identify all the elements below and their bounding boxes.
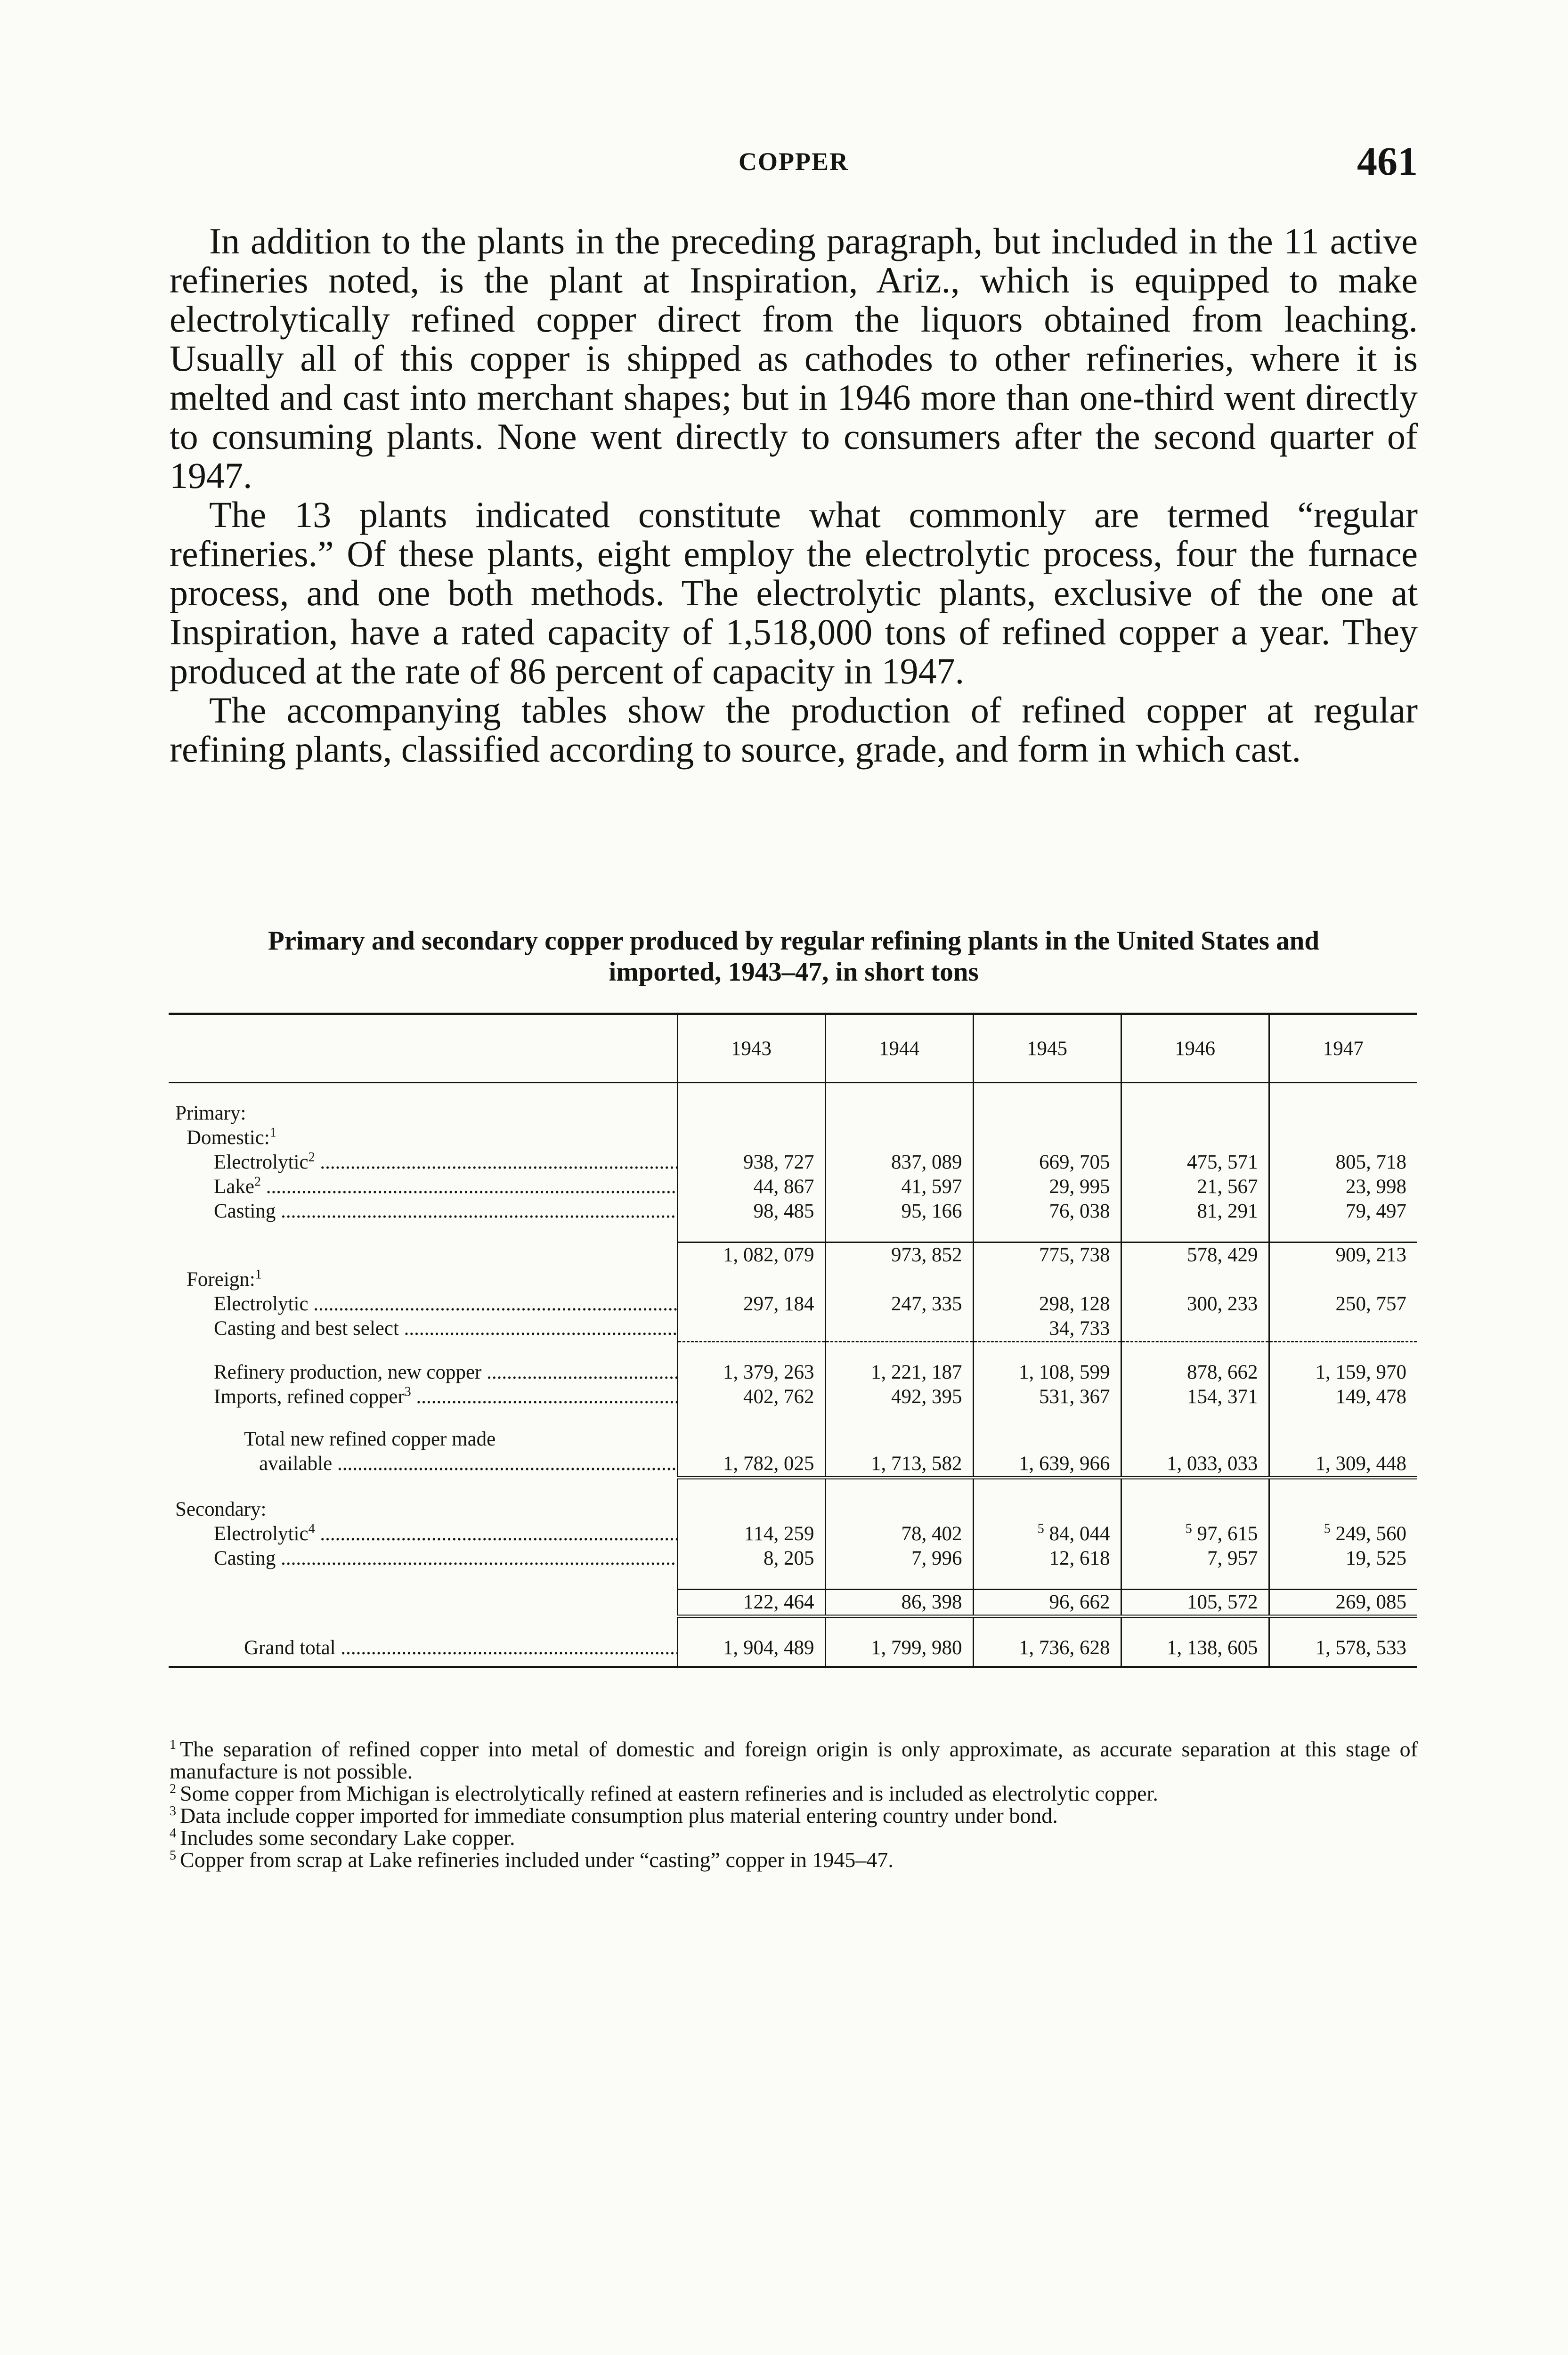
year-header: 1944 [825, 1014, 973, 1083]
table-cell: 669, 705 [973, 1150, 1121, 1175]
total-row [169, 1452, 1417, 1478]
table-row [169, 1546, 1417, 1571]
footnotes [170, 1738, 1418, 1871]
table-cell: 578, 429 [1121, 1242, 1269, 1268]
footnote: $^1$ The separation of refined copper into metal of domestic and foreign origin is only approximate, as accurate separation at this stage of manufacture is not possible. [170, 1737, 1418, 1783]
row-label: Refinery production, new copper ..... [169, 1360, 677, 1385]
table-cell: 154, 371 [1121, 1385, 1269, 1409]
header-label-cell [169, 1014, 677, 1083]
table-cell: 21, 567 [1121, 1175, 1269, 1199]
table-cell: 149, 478 [1269, 1385, 1417, 1409]
table-row [169, 1150, 1417, 1175]
table-cell: 938, 727 [677, 1150, 825, 1175]
table-row [169, 1522, 1417, 1546]
table-cell: 76, 038 [973, 1199, 1121, 1224]
table-cell: 475, 571 [1121, 1150, 1269, 1175]
table-cell: 1, 782, 025 [677, 1452, 825, 1478]
footnote: $^4$ Includes some secondary Lake copper. [170, 1826, 515, 1850]
footnote-mark: 3 [404, 1385, 411, 1399]
table-cell: 1, 138, 605 [1121, 1636, 1269, 1667]
footnote-mark: 2 [254, 1175, 261, 1189]
year-header: 1947 [1269, 1014, 1417, 1083]
subtotal-row [169, 1590, 1417, 1616]
table-row [169, 1385, 1417, 1409]
body-text [170, 221, 1418, 769]
copper-production-table [169, 1013, 1417, 1719]
table-row [169, 1199, 1417, 1224]
table-cell: 1, 713, 582 [825, 1452, 973, 1478]
paragraph: The accompanying tables show the production of refined copper at regular refining plants, classified according to source, grade, and form in which cast. [170, 690, 1418, 770]
row-label: Grand total ..... [169, 1636, 677, 1667]
row-label: Imports, refined copper$^3$ ..... [169, 1385, 677, 1409]
table-cell: 1, 082, 079 [677, 1242, 825, 1268]
table-cell: 1, 108, 599 [973, 1360, 1121, 1385]
footnote: $^5$ Copper from scrap at Lake refineries included under “casting” copper in 1945–47. [170, 1848, 894, 1872]
table-row [169, 1316, 1417, 1342]
footnote-mark: 1 [255, 1267, 262, 1282]
row-label: Casting and best select ..... [169, 1316, 677, 1342]
row-label: Foreign:$^1$ [187, 1267, 262, 1291]
table-cell: 1, 309, 448 [1269, 1452, 1417, 1478]
table-cell: 531, 367 [973, 1385, 1121, 1409]
table-cell: 41, 597 [825, 1175, 973, 1199]
table-cell: 114, 259 [677, 1522, 825, 1546]
table-cell: 29, 995 [973, 1175, 1121, 1199]
table-cell: 805, 718 [1269, 1150, 1417, 1175]
row-label: available ..... [169, 1452, 677, 1478]
footnote: $^2$ Some copper from Michigan is electrolytically refined at eastern refineries and is included as electrolytic copper. [170, 1781, 1158, 1805]
footnote: $^3$ Data include copper imported for immediate consumption plus material entering country under bond. [170, 1803, 1058, 1827]
year-header: 1945 [973, 1014, 1121, 1083]
table-cell: 19, 525 [1269, 1546, 1417, 1571]
table-cell: 1, 033, 033 [1121, 1452, 1269, 1478]
table-cell: 7, 957 [1121, 1546, 1269, 1571]
table-cell: 300, 233 [1121, 1292, 1269, 1316]
table-cell: 1, 578, 533 [1269, 1636, 1417, 1667]
table-row [169, 1175, 1417, 1199]
table-cell [1121, 1316, 1269, 1342]
table-cell: 1, 904, 489 [677, 1636, 825, 1667]
paragraph: The 13 plants indicated constitute what commonly are termed “regular refineries.” Of these plants, eight employ the electrolytic process, four the furnace process, and one both methods. The electrolytic plants, exclusive of the one at Inspiration, have a rated capacity of 1,518,000 tons of refined copper a year. They produced at the rate of 86 percent of capacity in 1947. [170, 494, 1418, 691]
table-cell: 8, 205 [677, 1546, 825, 1571]
table-cell: 1, 379, 263 [677, 1360, 825, 1385]
table-cell: 1, 639, 966 [973, 1452, 1121, 1478]
table-cell: 79, 497 [1269, 1199, 1417, 1224]
table-cell: 1, 736, 628 [973, 1636, 1121, 1667]
table-cell [1269, 1316, 1417, 1342]
table-row [169, 1497, 1417, 1522]
table-cell: 81, 291 [1121, 1199, 1269, 1224]
row-label: Electrolytic ..... [169, 1292, 677, 1316]
table-cell: 837, 089 [825, 1150, 973, 1175]
table-row [169, 1360, 1417, 1385]
table-cell: 44, 867 [677, 1175, 825, 1199]
table-cell: 909, 213 [1269, 1242, 1417, 1268]
table-cell: $^5$ 97, 615 [1121, 1522, 1269, 1546]
table-cell: 105, 572 [1121, 1590, 1269, 1616]
table-cell: 775, 738 [973, 1242, 1121, 1268]
table-cell: 95, 166 [825, 1199, 973, 1224]
running-head: COPPER [739, 147, 849, 176]
table-cell: 86, 398 [825, 1590, 973, 1616]
table-cell: 1, 799, 980 [825, 1636, 973, 1667]
table-header-row [169, 1014, 1417, 1083]
table-row [169, 1427, 1417, 1452]
year-header: 1943 [677, 1014, 825, 1083]
table-cell: 96, 662 [973, 1590, 1121, 1616]
table-row [169, 1267, 1417, 1292]
row-label: Electrolytic$^2$ ..... [169, 1150, 677, 1175]
grand-total-row [169, 1636, 1417, 1667]
table-cell: 7, 996 [825, 1546, 973, 1571]
table-cell: 1, 221, 187 [825, 1360, 973, 1385]
table-cell: $^5$ 84, 044 [973, 1522, 1121, 1546]
table-cell: 34, 733 [973, 1316, 1121, 1342]
table-cell: 1, 159, 970 [1269, 1360, 1417, 1385]
table-cell: 492, 395 [825, 1385, 973, 1409]
row-label: Secondary: [175, 1498, 267, 1520]
table-cell: 973, 852 [825, 1242, 973, 1268]
row-label: Electrolytic$^4$ ..... [169, 1522, 677, 1546]
year-header: 1946 [1121, 1014, 1269, 1083]
footnote-mark: 1 [269, 1126, 276, 1140]
subtotal-row [169, 1242, 1417, 1268]
row-label: Total new refined copper made [244, 1428, 496, 1450]
table-cell: 122, 464 [677, 1590, 825, 1616]
table-cell: 269, 085 [1269, 1590, 1417, 1616]
row-label: Domestic:$^1$ [187, 1126, 276, 1149]
table-cell [825, 1316, 973, 1342]
table-cell: $^5$ 249, 560 [1269, 1522, 1417, 1546]
row-label: Primary: [175, 1102, 246, 1124]
table-cell: 250, 757 [1269, 1292, 1417, 1316]
table-cell: 298, 128 [973, 1292, 1121, 1316]
table-cell: 12, 618 [973, 1546, 1121, 1571]
table-cell: 402, 762 [677, 1385, 825, 1409]
footnote-mark: 4 [308, 1522, 315, 1536]
table-cell: 23, 998 [1269, 1175, 1417, 1199]
table-cell: 247, 335 [825, 1292, 973, 1316]
row-label: Casting ..... [169, 1546, 677, 1571]
table-cell: 98, 485 [677, 1199, 825, 1224]
table-row [169, 1101, 1417, 1126]
table-row [169, 1126, 1417, 1150]
paragraph: In addition to the plants in the preceding paragraph, but included in the 11 active refineries noted, is the plant at Inspiration, Ariz., which is equipped to make electrolytically refined copper direct from the liquors obtained from leaching. Usually all of this copper is shipped as cathodes to other refineries, where it is melted and cast into merchant shapes; but in 1946 more than one-third went directly to consuming plants. None went directly to consumers after the second quarter of 1947. [170, 220, 1418, 496]
footnote-mark: 2 [308, 1150, 315, 1165]
table-cell [677, 1316, 825, 1342]
page-number: 461 [1357, 138, 1418, 184]
table-caption: Primary and secondary copper produced by regular refining plants in the United States and imported, 1943–47, in short tons [268, 926, 1320, 987]
row-label: Lake$^2$ ..... [169, 1175, 677, 1199]
table-cell: 78, 402 [825, 1522, 973, 1546]
table-row [169, 1292, 1417, 1316]
table-cell: 297, 184 [677, 1292, 825, 1316]
page-header [170, 138, 1418, 188]
table-cell: 878, 662 [1121, 1360, 1269, 1385]
row-label: Casting ..... [169, 1199, 677, 1224]
